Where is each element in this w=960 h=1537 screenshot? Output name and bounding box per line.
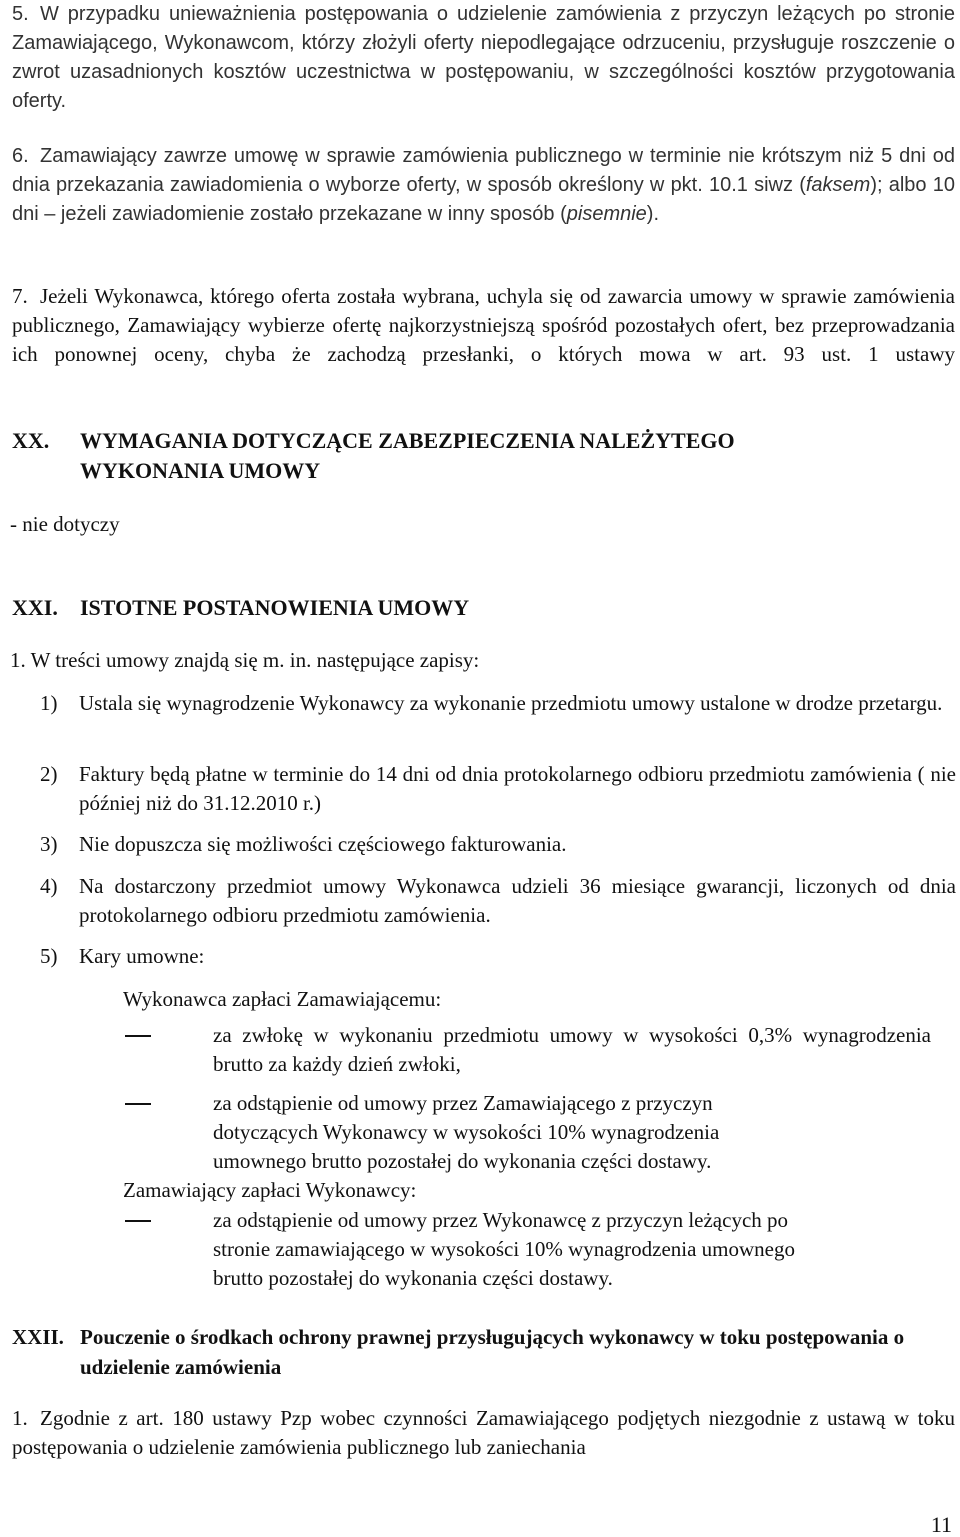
paragraph-text: Zgodnie z art. 180 ustawy Pzp wobec czynności Zamawiającego podjętych niezgodnie z ustawą w toku postępowania o udzielenie zamówienia publicznego lub zaniechania [12,1406,955,1459]
section-title-line-2: WYKONANIA UMOWY [80,458,321,483]
page-number: 11 [930,1512,952,1537]
section-title-line-1: WYMAGANIA DOTYCZĄCE ZABEZPIECZENIA NALEŻYTEGO [80,428,735,453]
paragraph-text: Zamawiający zawrze umowę w sprawie zamówienia publicznego w terminie nie krótszym niż 5 dni od dnia przekazania zawiadomienia o wyborze oferty, w sposób określony w pkt. 10.1 siwz (faksem); albo 10 dni – jeżeli zawiadomienie zostało przekazane w inny sposób (pisemnie). [12,145,955,225]
section-number: XXI. [12,595,58,620]
section-heading-xxii [12,1322,952,1382]
not-applicable-note: - nie dotyczy [10,512,120,536]
paragraph-7 [12,282,955,369]
list-item: 3) Nie dopuszcza się możliwości częściowego fakturowania. [40,832,567,856]
list-item: 5) Kary umowne: [40,944,205,968]
list-item: 2) Faktury będą płatne w terminie do 14 dni od dnia protokolarnego odbioru przedmiotu zamówienia ( nie później niż do 31.12.2010 r.) [40,762,956,815]
paragraph-5 [12,0,955,116]
section-heading-xxi [12,593,952,623]
italic-faksem: faksem [805,174,871,196]
penalties-client-heading: Zamawiający zapłaci Wykonawcy: [123,1178,417,1202]
dash-bullet-icon [125,1220,151,1222]
section-number: XX. [12,428,50,453]
paragraph-number: 1. [12,1406,28,1430]
penalty-item: za odstąpienie od umowy przez Zamawiającego z przyczyn dotyczących Wykonawcy w wysokości 10% wynagrodzenia umownego brutto pozostałej do wykonania części dostawy. [125,1089,931,1176]
section-heading-xx [12,426,952,486]
dash-bullet-icon [125,1035,151,1037]
paragraph-number: 5. [12,3,29,25]
section-intro: 1. W treści umowy znajdą się m. in. następujące zapisy: [10,648,480,672]
penalty-item: za zwłokę w wykonaniu przedmiotu umowy w wysokości 0,3% wynagrodzenia brutto za każdy dzień zwłoki, [125,1021,931,1079]
paragraph-text: Jeżeli Wykonawca, którego oferta została wybrana, uchyla się od zawarcia umowy w sprawie zamówienia publicznego, Zamawiający wybierze ofertę najkorzystniejszą spośród pozostałych ofert, bez przeprowadzania ich ponownej oceny, chyba że zachodzą przesłanki, o których mowa w art. 93 ust. 1 ustawy [12,284,955,366]
paragraph-text: W przypadku unieważnienia postępowania o udzielenie zamówienia z przyczyn leżących po stronie Zamawiającego, Wykonawcom, którzy złożyli oferty niepodlegające odrzuceniu, przysługuje roszczenie o zwrot uzasadnionych kosztów uczestnictwa w postępowaniu, w szczególności kosztów przygotowania oferty. [12,3,955,112]
penalties-contractor-heading: Wykonawca zapłaci Zamawiającemu: [123,987,442,1011]
section-title: ISTOTNE POSTANOWIENIA UMOWY [80,595,470,620]
penalty-item: za odstąpienie od umowy przez Wykonawcę z przyczyn leżących po stronie zamawiającego w wysokości 10% wynagrodzenia umownego brutto pozostałej do wykonania części dostawy. [125,1206,931,1293]
paragraph-xxii-1 [12,1404,955,1462]
dash-bullet-icon [125,1103,151,1105]
section-number: XXII. [12,1325,64,1349]
paragraph-6 [12,142,955,229]
italic-pisemnie: pisemnie [566,203,647,225]
paragraph-number: 7. [12,284,28,308]
section-title: Pouczenie o środkach ochrony prawnej przysługujących wykonawcy w toku postępowania o udzielenie zamówienia [80,1325,905,1379]
paragraph-number: 6. [12,145,29,167]
list-item: 4) Na dostarczony przedmiot umowy Wykonawca udzieli 36 miesiące gwarancji, liczonych od dnia protokolarnego odbioru przedmiotu zamówienia. [40,874,956,927]
list-item: 1) Ustala się wynagrodzenie Wykonawcy za wykonanie przedmiotu umowy ustalone w drodze przetargu. [40,691,943,715]
